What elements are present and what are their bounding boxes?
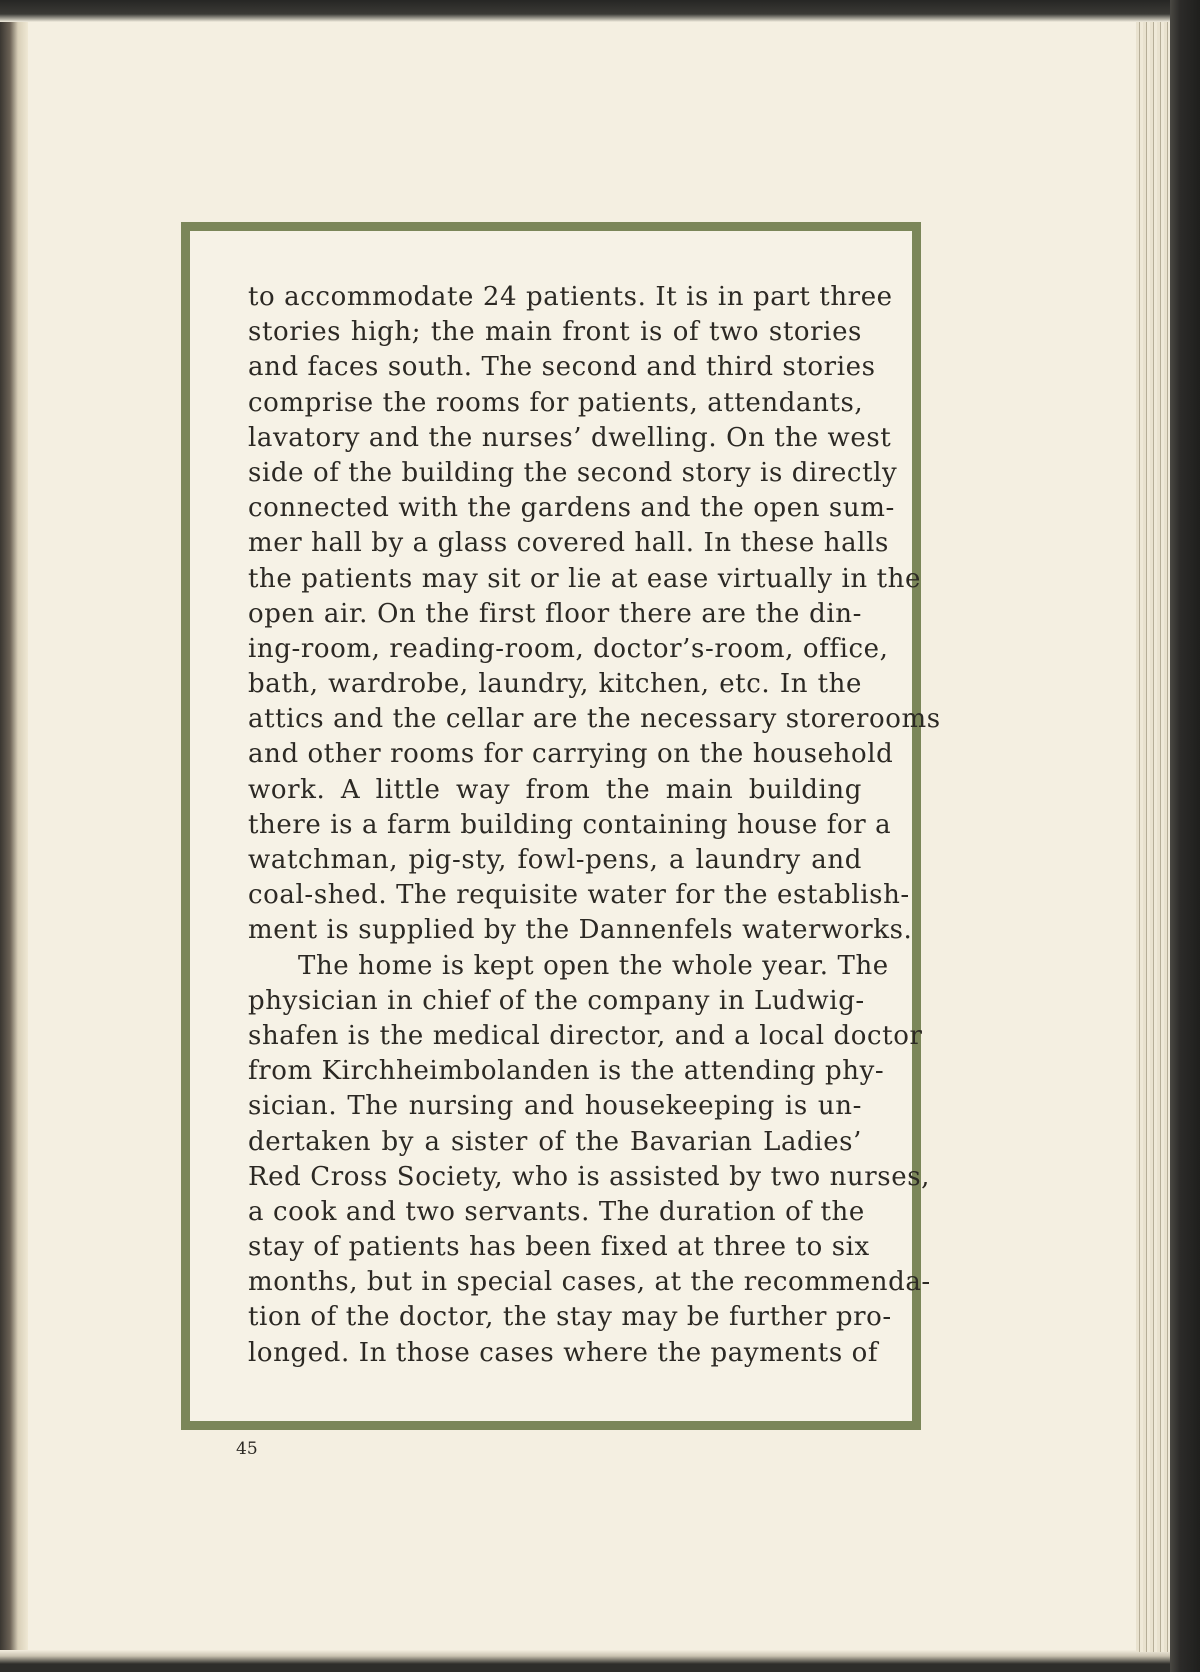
bottom-cover-edge [0, 1650, 1200, 1672]
text-line: and faces south. The second and third stories [248, 352, 876, 383]
text-line: Red Cross Society, who is assisted by two nurses, [248, 1161, 931, 1192]
text-line: months, but in special cases, at the recommenda- [248, 1267, 931, 1298]
text-line: bath, wardrobe, laundry, kitchen, etc. In the [248, 669, 862, 700]
text-line: from Kirchheimbolanden is the attending phy- [248, 1056, 885, 1087]
text-line: physician in chief of the company in Ludwig- [248, 985, 865, 1016]
text-line: connected with the gardens and the open sum- [248, 493, 895, 524]
text-line: tion of the doctor, the stay may be further pro- [248, 1302, 892, 1333]
body-text [248, 280, 941, 1371]
text-line: shafen is the medical director, and a local doctor [248, 1020, 923, 1051]
text-line: dertaken by a sister of the Bavarian Ladies’ [248, 1126, 862, 1157]
text-line: to accommodate 24 patients. It is in part three [248, 282, 893, 312]
text-line: work. A little way from the main building [248, 774, 862, 805]
text-line: there is a farm building containing house for a [248, 809, 892, 840]
page-stack-edge [1136, 22, 1170, 1652]
text-line: and other rooms for carrying on the household [248, 739, 894, 770]
text-line: longed. In those cases where the payments of [248, 1337, 879, 1368]
text-line: a cook and two servants. The duration of the [248, 1196, 865, 1227]
text-line: open air. On the first floor there are the din- [248, 598, 862, 629]
text-line: sician. The nursing and housekeeping is un- [248, 1091, 862, 1122]
text-line: comprise the rooms for patients, attendants, [248, 387, 864, 418]
text-line: The home is kept open the whole year. The [298, 950, 889, 981]
text-line: side of the building the second story is directly [248, 457, 898, 488]
text-line: stories high; the main front is of two stories [248, 317, 862, 348]
page-number: 45 [236, 1439, 258, 1459]
left-binding-edge [0, 0, 28, 1672]
text-line: stay of patients has been fixed at three to six [248, 1232, 870, 1263]
text-line: mer hall by a glass covered hall. In these halls [248, 528, 889, 559]
top-cover-edge [0, 0, 1200, 22]
text-line: lavatory and the nurses’ dwelling. On the west [248, 422, 892, 453]
text-line: ment is supplied by the Dannenfels waterworks. [248, 915, 913, 946]
text-line: coal-shed. The requisite water for the establish- [248, 880, 910, 911]
text-line: watchman, pig-sty, fowl-pens, a laundry and [248, 845, 862, 875]
text-line: ing-room, reading-room, doctor’s-room, office, [248, 633, 889, 664]
right-cover-edge [1170, 0, 1200, 1672]
text-line: attics and the cellar are the necessary storerooms [248, 704, 941, 735]
text-frame-border [181, 222, 941, 1430]
text-line: the patients may sit or lie at ease virtually in the [248, 563, 921, 594]
